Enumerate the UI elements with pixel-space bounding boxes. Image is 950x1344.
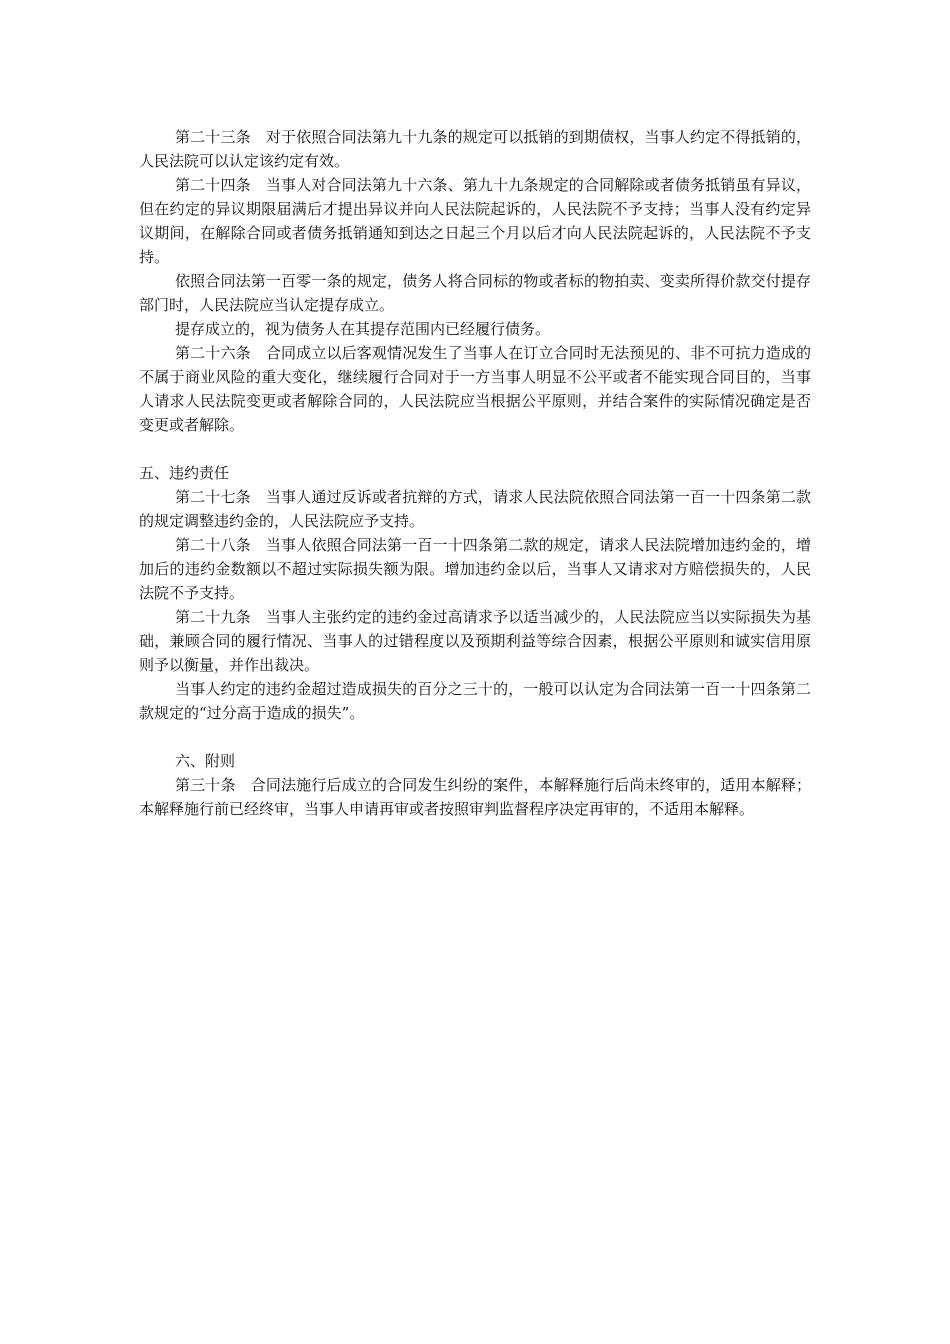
section-heading-supplementary: 六、附则 xyxy=(175,752,236,770)
article-30: 第三十条 合同法施行后成立的合同发生纠纷的案件，本解释施行后尚未终审的，适用本解释；本解释施行前已经终审，当事人申请再审或者按照审判监督程序决定再审的，不适用本解释。 xyxy=(139,776,811,818)
section-heading-liability: 五、违约责任 xyxy=(139,464,230,482)
section-spacer xyxy=(139,437,811,461)
paragraph-deposit-effect: 提存成立的，视为债务人在其提存范围内已经履行债务。 xyxy=(175,320,551,338)
section-spacer xyxy=(139,725,811,749)
document-page xyxy=(139,125,811,821)
paragraph-deposit-established: 依照合同法第一百零一条的规定，债务人将合同标的物或者标的物拍卖、变卖所得价款交付提存部门时，人民法院应当认定提存成立。 xyxy=(139,272,811,314)
paragraph-excessive-penalty: 当事人约定的违约金超过造成损失的百分之三十的，一般可以认定为合同法第一百一十四条第二款规定的“过分高于造成的损失”。 xyxy=(139,680,811,722)
article-26: 第二十六条 合同成立以后客观情况发生了当事人在订立合同时无法预见的、非不可抗力造成的不属于商业风险的重大变化，继续履行合同对于一方当事人明显不公平或者不能实现合同目的，当事人请求人民法院变更或者解除合同的，人民法院应当根据公平原则，并结合案件的实际情况确定是否变更或者解除。 xyxy=(139,344,811,434)
article-29: 第二十九条 当事人主张约定的违约金过高请求予以适当减少的，人民法院应当以实际损失为基础，兼顾合同的履行情况、当事人的过错程度以及预期利益等综合因素，根据公平原则和诚实信用原则予以衡量，并作出裁决。 xyxy=(139,608,811,674)
article-23: 第二十三条 对于依照合同法第九十九条的规定可以抵销的到期债权，当事人约定不得抵销的，人民法院可以认定该约定有效。 xyxy=(139,128,811,170)
article-27: 第二十七条 当事人通过反诉或者抗辩的方式，请求人民法院依照合同法第一百一十四条第二款的规定调整违约金的，人民法院应予支持。 xyxy=(139,488,811,530)
article-28: 第二十八条 当事人依照合同法第一百一十四条第二款的规定，请求人民法院增加违约金的，增加后的违约金数额以不超过实际损失额为限。增加违约金以后，当事人又请求对方赔偿损失的，人民法院不予支持。 xyxy=(139,536,811,602)
article-24: 第二十四条 当事人对合同法第九十六条、第九十九条规定的合同解除或者债务抵销虽有异议，但在约定的异议期限届满后才提出异议并向人民法院起诉的，人民法院不予支持；当事人没有约定异议期间，在解除合同或者债务抵销通知到达之日起三个月以后才向人民法院起诉的，人民法院不予支持。 xyxy=(139,176,811,266)
